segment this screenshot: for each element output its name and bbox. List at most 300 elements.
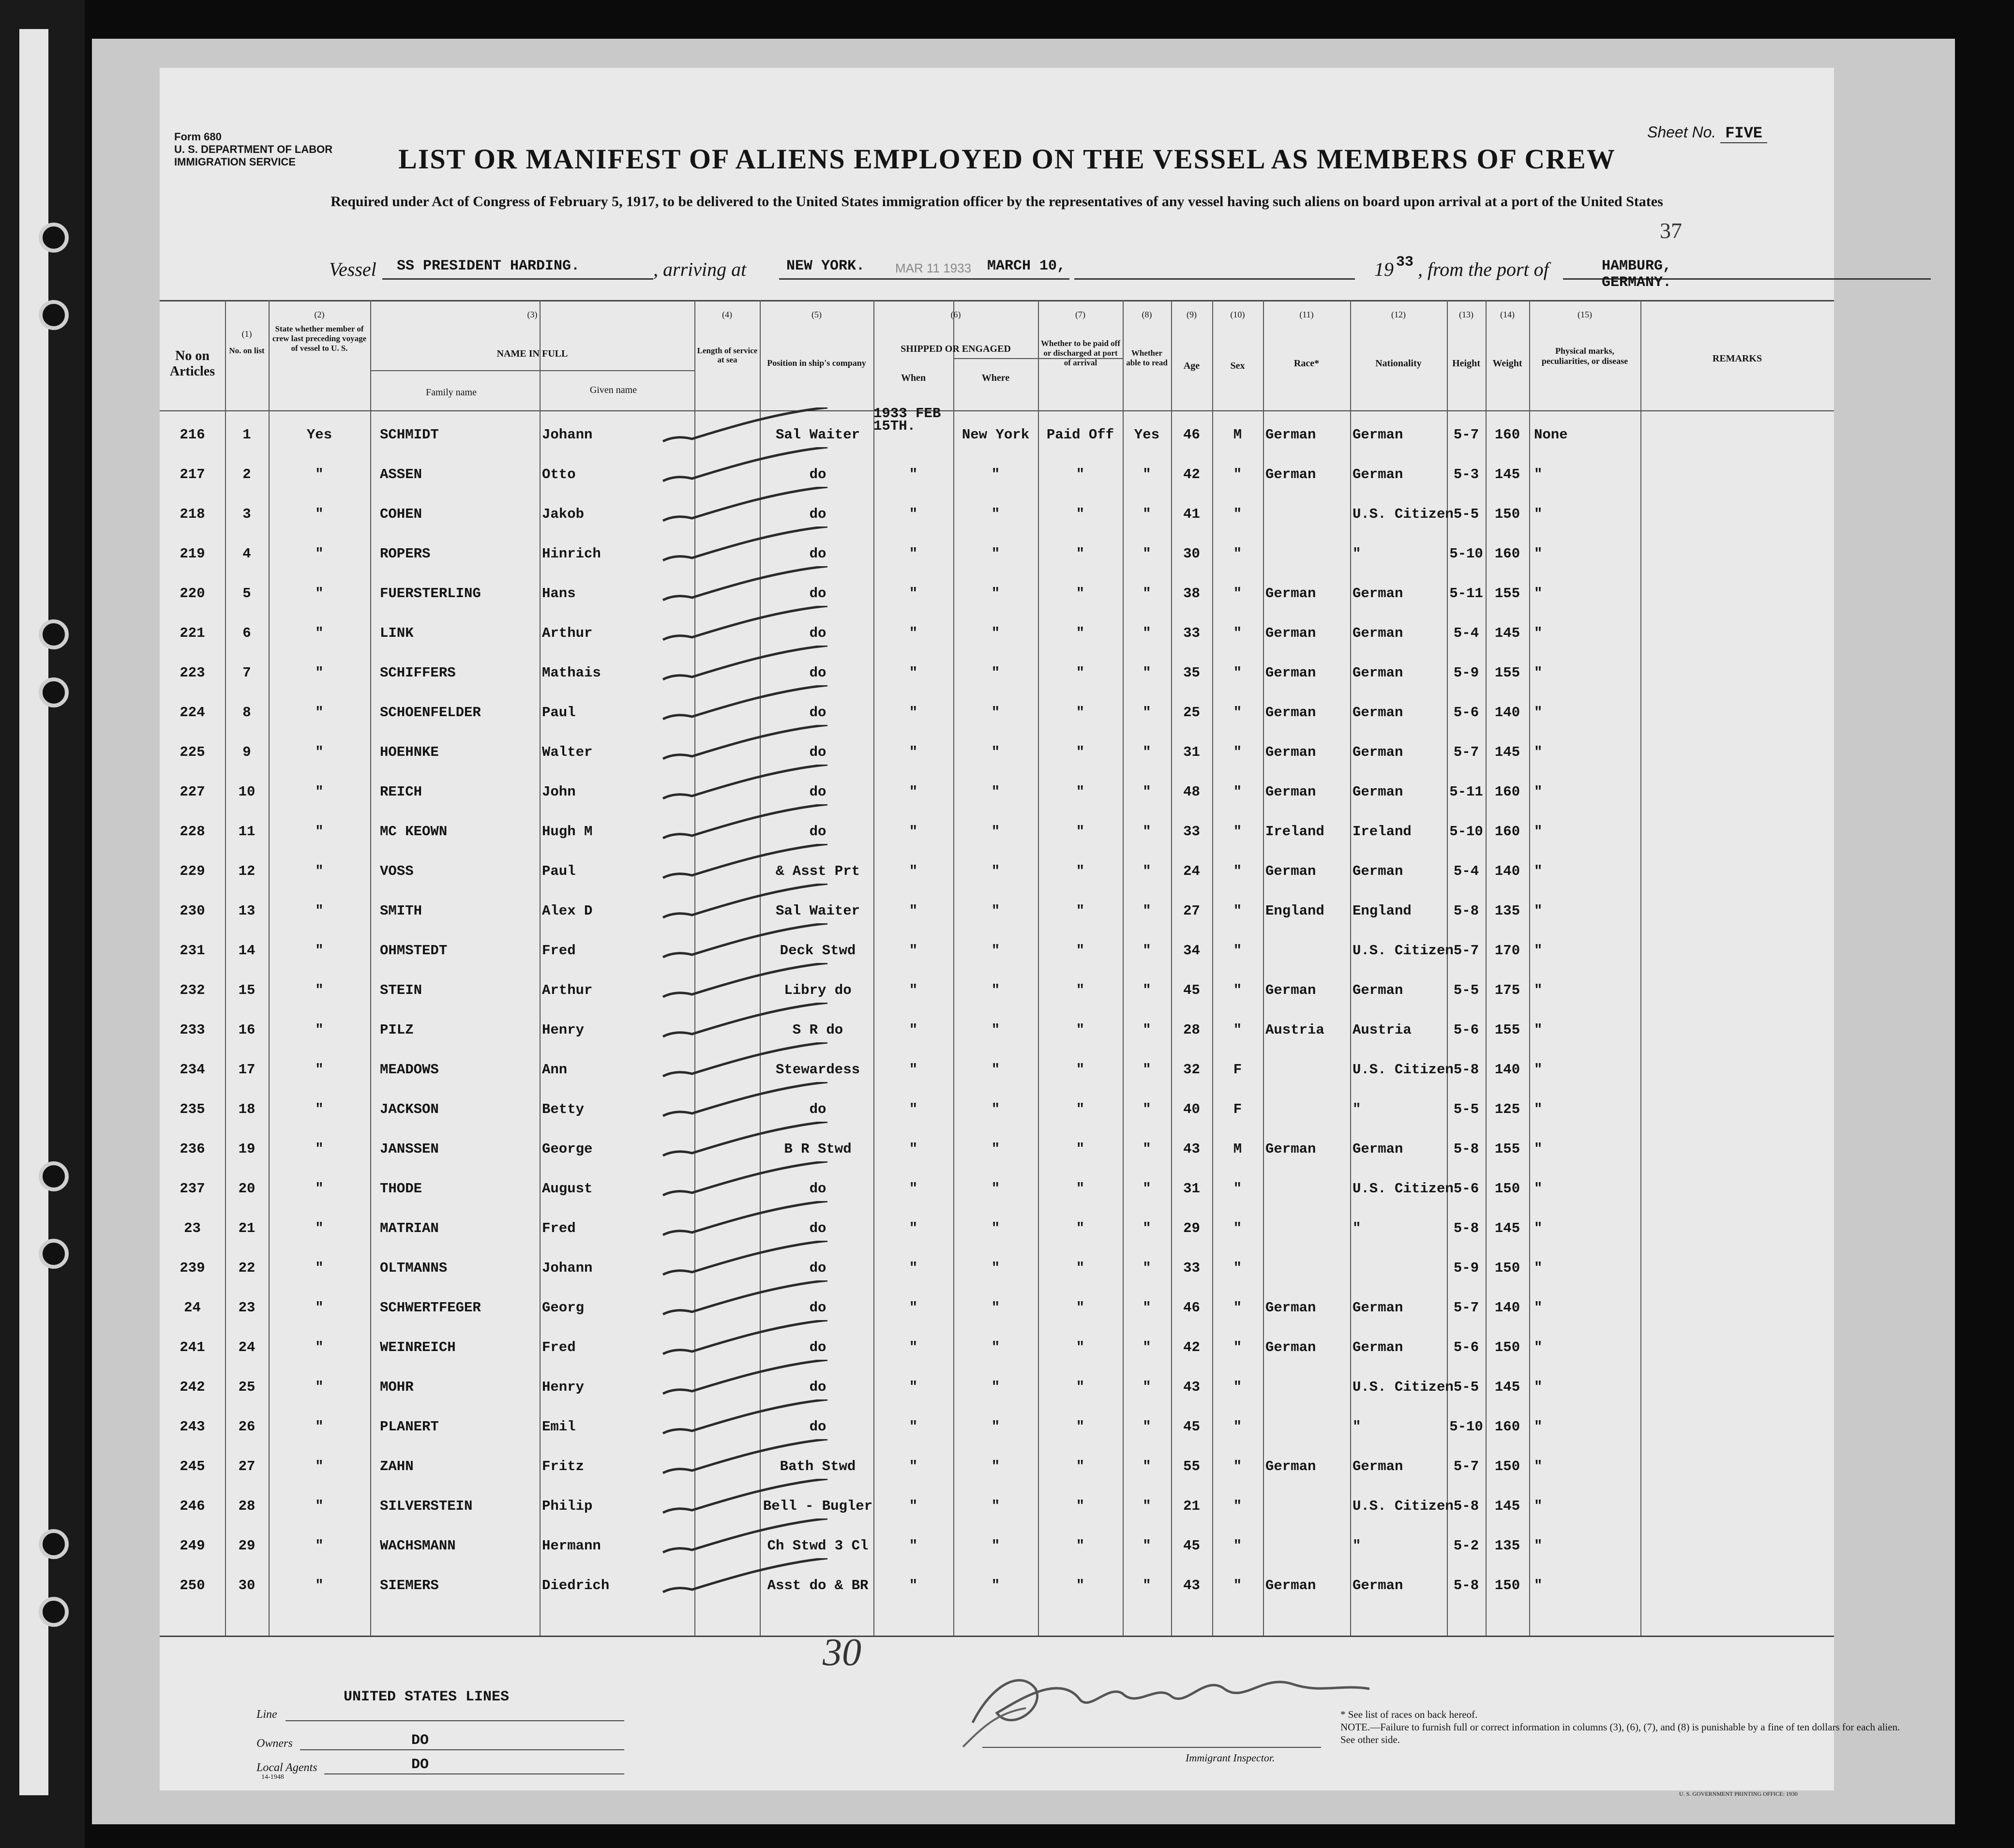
cell-sex: M (1233, 427, 1242, 443)
cell-height: 5-9 (1453, 1260, 1479, 1276)
column-number: (11) (1299, 310, 1314, 319)
cell-crew: " (315, 546, 324, 562)
header-length-service: Length of service at sea (697, 346, 758, 364)
cell-weight: 160 (1494, 824, 1520, 840)
cell-when: " (909, 863, 918, 879)
cell-marks: " (1534, 863, 1543, 879)
line-label: Line (256, 1708, 277, 1721)
cell-age: 28 (1183, 1022, 1200, 1038)
cell-weight: 145 (1494, 1220, 1520, 1236)
cell-art: 230 (180, 903, 205, 919)
cell-weight: 150 (1494, 1339, 1520, 1355)
cell-read: " (1142, 1339, 1151, 1355)
cell-marks: " (1534, 625, 1543, 641)
cell-given: John (542, 784, 576, 800)
cell-crew: " (315, 1260, 324, 1276)
cell-height: 5-10 (1449, 1419, 1483, 1435)
cell-art: 235 (180, 1101, 205, 1117)
cell-where: " (991, 943, 1000, 959)
cell-no: 28 (238, 1498, 256, 1514)
cell-height: 5-8 (1453, 1578, 1479, 1593)
cell-art: 219 (180, 546, 205, 562)
cell-position: & Asst Prt (775, 863, 860, 879)
cell-weight: 145 (1494, 1498, 1520, 1514)
cell-marks: " (1534, 1300, 1543, 1316)
cell-race: German (1265, 784, 1316, 800)
punch-hole (39, 677, 69, 707)
table-row (160, 784, 1834, 823)
signature-line (982, 1747, 1321, 1748)
cell-crew: " (315, 943, 324, 959)
cell-weight: 140 (1494, 705, 1520, 721)
cell-position: Deck Stwd (780, 943, 856, 959)
column-number: (4) (722, 310, 732, 319)
agents-rule (324, 1773, 624, 1774)
cell-no: 22 (238, 1260, 256, 1276)
cell-position: do (809, 466, 827, 482)
cell-where: " (991, 1498, 1000, 1514)
cell-marks: " (1534, 1578, 1543, 1593)
cell-where: " (991, 1300, 1000, 1316)
cell-age: 33 (1183, 824, 1200, 840)
cell-when: " (909, 943, 918, 959)
cell-where: " (991, 982, 1000, 998)
cell-crew: " (315, 1339, 324, 1355)
cell-read: " (1142, 744, 1151, 760)
cell-given: Fred (542, 1220, 576, 1236)
cell-position: do (809, 1379, 827, 1395)
printing-office: U. S. GOVERNMENT PRINTING OFFICE: 1930 (1679, 1790, 1798, 1797)
cell-nat: U.S. Citizen (1353, 506, 1454, 522)
table-row (160, 466, 1834, 505)
cell-where: " (991, 1220, 1000, 1236)
cell-race: Ireland (1265, 824, 1324, 840)
cell-race: German (1265, 863, 1316, 879)
cell-given: Fred (542, 1339, 576, 1355)
cell-age: 45 (1183, 1538, 1200, 1554)
cell-nat: U.S. Citizen (1353, 1181, 1454, 1197)
table-row (160, 1538, 1834, 1577)
cell-no: 21 (238, 1220, 256, 1236)
cell-crew: " (315, 1141, 324, 1157)
cell-no: 29 (238, 1538, 256, 1554)
cell-marks: " (1534, 1379, 1543, 1395)
cell-age: 32 (1183, 1062, 1200, 1078)
cell-nat: U.S. Citizen (1353, 1062, 1454, 1078)
cell-art: 234 (180, 1062, 205, 1078)
cell-position: do (809, 665, 827, 681)
table-row (160, 406, 1834, 466)
cell-age: 40 (1183, 1101, 1200, 1117)
cell-given: Emil (542, 1419, 576, 1435)
header-nationality: Nationality (1375, 358, 1422, 369)
cell-nat: German (1353, 1141, 1403, 1157)
header-name-in-full: NAME IN FULL (496, 348, 568, 359)
cell-marks: " (1534, 1181, 1543, 1197)
cell-age: 41 (1183, 506, 1200, 522)
cell-marks: " (1534, 1458, 1543, 1474)
cell-paid: " (1076, 1220, 1085, 1236)
cell-paid: " (1076, 1458, 1085, 1474)
rule (160, 300, 1834, 301)
owners-value: DO (411, 1732, 429, 1749)
column-number: (10) (1230, 310, 1245, 319)
cell-nat: Austria (1353, 1022, 1412, 1038)
cell-where: " (991, 1022, 1000, 1038)
cell-read: " (1142, 1419, 1151, 1435)
cell-crew: " (315, 1419, 324, 1435)
cell-race: German (1265, 982, 1316, 998)
cell-marks: " (1534, 824, 1543, 840)
cell-position: do (809, 1181, 827, 1197)
cell-family: ROPERS (380, 546, 431, 562)
arrival-port: NEW YORK. (786, 258, 865, 274)
cell-position: Stewardess (775, 1062, 860, 1078)
cell-sex: " (1233, 546, 1242, 562)
cell-weight: 175 (1494, 982, 1520, 998)
cell-family: LINK (380, 625, 414, 641)
cell-height: 5-10 (1449, 546, 1483, 562)
cell-read: " (1142, 586, 1151, 601)
cell-weight: 150 (1494, 1181, 1520, 1197)
cell-art: 245 (180, 1458, 205, 1474)
cell-position: do (809, 1339, 827, 1355)
cell-read: " (1142, 1181, 1151, 1197)
cell-height: 5-4 (1453, 625, 1479, 641)
cell-given: Betty (542, 1101, 585, 1117)
cell-position: do (809, 625, 827, 641)
underline (382, 278, 653, 280)
cell-read: " (1142, 1062, 1151, 1078)
cell-height: 5-6 (1453, 705, 1479, 721)
cell-weight: 140 (1494, 863, 1520, 879)
binder-edge (0, 0, 85, 1848)
line-value: UNITED STATES LINES (344, 1689, 510, 1705)
cell-where: " (991, 586, 1000, 601)
cell-where: " (991, 1379, 1000, 1395)
cell-marks: " (1534, 1538, 1543, 1554)
cell-family: STEIN (380, 982, 422, 998)
table-row (160, 1458, 1834, 1497)
cell-nat: German (1353, 665, 1403, 681)
cell-age: 38 (1183, 586, 1200, 601)
cell-paid: " (1076, 705, 1085, 721)
cell-nat: " (1353, 1538, 1361, 1554)
cell-when: " (909, 982, 918, 998)
cell-nat: " (1353, 1220, 1361, 1236)
header-able-read: Whether able to read (1126, 348, 1168, 367)
cell-age: 21 (1183, 1498, 1200, 1514)
cell-position: do (809, 586, 827, 601)
header-articles: No on Articles (169, 348, 215, 379)
cell-read: " (1142, 466, 1151, 482)
cell-where: " (991, 744, 1000, 760)
cell-weight: 160 (1494, 1419, 1520, 1435)
sheet-number (1647, 123, 1767, 142)
punch-hole (39, 300, 69, 330)
cell-age: 43 (1183, 1141, 1200, 1157)
cell-family: WEINREICH (380, 1339, 456, 1355)
cell-weight: 125 (1494, 1101, 1520, 1117)
cell-given: Arthur (542, 982, 593, 998)
table-row (160, 506, 1834, 545)
cell-height: 5-7 (1453, 744, 1479, 760)
cell-position: Bell - Bugler (763, 1498, 873, 1514)
cell-family: MATRIAN (380, 1220, 439, 1236)
table-row (160, 943, 1834, 981)
cell-where: " (991, 1101, 1000, 1117)
cell-art: 228 (180, 824, 205, 840)
table-row (160, 1220, 1834, 1259)
arriving-label: , arriving at (653, 258, 747, 280)
cell-height: 5-5 (1453, 1379, 1479, 1395)
cell-race: German (1265, 1339, 1316, 1355)
cell-read: " (1142, 1379, 1151, 1395)
cell-sex: " (1233, 1419, 1242, 1435)
cell-where: " (991, 625, 1000, 641)
cell-read: " (1142, 625, 1151, 641)
cell-height: 5-9 (1453, 665, 1479, 681)
agents-value: DO (411, 1757, 429, 1773)
cell-paid: " (1076, 1181, 1085, 1197)
cell-height: 5-5 (1453, 982, 1479, 998)
cell-position: do (809, 1419, 827, 1435)
cell-where: " (991, 705, 1000, 721)
cell-when: " (909, 1498, 918, 1514)
table-row (160, 863, 1834, 902)
cell-weight: 170 (1494, 943, 1520, 959)
cell-weight: 135 (1494, 903, 1520, 919)
cell-age: 33 (1183, 1260, 1200, 1276)
cell-crew: " (315, 744, 324, 760)
rule (370, 370, 694, 371)
cell-sex: " (1233, 744, 1242, 760)
cell-art: 232 (180, 982, 205, 998)
cell-read: " (1142, 1538, 1151, 1554)
table-row (160, 546, 1834, 585)
header-race: Race* (1293, 358, 1320, 369)
cell-sex: F (1233, 1101, 1242, 1117)
cell-given: Philip (542, 1498, 593, 1514)
cell-crew: " (315, 466, 324, 482)
cell-family: SIEMERS (380, 1578, 439, 1593)
cell-when: " (909, 1022, 918, 1038)
cell-when: " (909, 1260, 918, 1276)
cell-crew: " (315, 1062, 324, 1078)
cell-read: " (1142, 1260, 1151, 1276)
cell-read: " (1142, 784, 1151, 800)
cell-height: 5-7 (1453, 1300, 1479, 1316)
footnote-penalty: NOTE.—Failure to furnish full or correct information in columns (3), (6), (7), and (8) is punishable by a fine of ten dollars for each alien. See other side. (1340, 1721, 1900, 1745)
cell-marks: " (1534, 943, 1543, 959)
cell-marks: " (1534, 466, 1543, 482)
cell-height: 5-8 (1453, 1062, 1479, 1078)
cell-no: 9 (242, 744, 251, 760)
cell-no: 13 (238, 903, 256, 919)
cell-where: " (991, 824, 1000, 840)
cell-sex: " (1233, 784, 1242, 800)
cell-age: 27 (1183, 903, 1200, 919)
column-number: (2) (314, 310, 325, 319)
cell-sex: " (1233, 903, 1242, 919)
cell-family: MC KEOWN (380, 824, 448, 840)
cell-height: 5-8 (1453, 903, 1479, 919)
year: 33 (1396, 254, 1414, 270)
cell-sex: " (1233, 863, 1242, 879)
cell-age: 42 (1183, 1339, 1200, 1355)
handwritten-total: 30 (823, 1631, 861, 1674)
cell-age: 25 (1183, 705, 1200, 721)
column-number: (3) (527, 310, 538, 319)
table-row (160, 1101, 1834, 1140)
cell-art: 250 (180, 1578, 205, 1593)
cell-height: 5-11 (1449, 784, 1483, 800)
cell-paid: " (1076, 1062, 1085, 1078)
punch-hole (39, 1597, 69, 1627)
cell-race: German (1265, 586, 1316, 601)
cell-no: 7 (242, 665, 251, 681)
cell-when: " (909, 1419, 918, 1435)
cell-height: 5-7 (1453, 1458, 1479, 1474)
cell-where: " (991, 1339, 1000, 1355)
cell-family: SCHWERTFEGER (380, 1300, 481, 1316)
cell-height: 5-7 (1453, 943, 1479, 959)
cell-height: 5-8 (1453, 1220, 1479, 1236)
vessel-name: SS PRESIDENT HARDING. (397, 258, 580, 274)
cell-paid: " (1076, 1419, 1085, 1435)
cell-paid: " (1076, 1260, 1085, 1276)
cell-paid: " (1076, 1578, 1085, 1593)
cell-position: do (809, 744, 827, 760)
cell-age: 35 (1183, 665, 1200, 681)
table-row (160, 586, 1834, 624)
column-number: (14) (1500, 310, 1515, 319)
cell-height: 5-8 (1453, 1498, 1479, 1514)
cell-when: " (909, 1062, 918, 1078)
header-age: Age (1183, 361, 1200, 371)
cell-sex: " (1233, 705, 1242, 721)
cell-where: " (991, 1141, 1000, 1157)
cell-family: SILVERSTEIN (380, 1498, 473, 1514)
handwritten-number: 37 (1660, 218, 1682, 243)
table-row (160, 705, 1834, 743)
cell-read: Yes (1134, 427, 1160, 443)
cell-where: " (991, 1260, 1000, 1276)
cell-marks: " (1534, 506, 1543, 522)
cell-read: " (1142, 824, 1151, 840)
cell-height: 5-6 (1453, 1339, 1479, 1355)
header-weight: Weight (1492, 358, 1522, 369)
cell-sex: " (1233, 1498, 1242, 1514)
cell-weight: 160 (1494, 427, 1520, 443)
header-height: Height (1452, 358, 1480, 369)
cell-nat: " (1353, 1101, 1361, 1117)
agents-label: Local Agents (256, 1761, 317, 1774)
cell-weight: 135 (1494, 1538, 1520, 1554)
cell-weight: 150 (1494, 1260, 1520, 1276)
cell-paid: " (1076, 943, 1085, 959)
cell-where: " (991, 1181, 1000, 1197)
cell-weight: 145 (1494, 1379, 1520, 1395)
cell-sex: " (1233, 1339, 1242, 1355)
page-title: LIST OR MANIFEST OF ALIENS EMPLOYED ON THE VESSEL AS MEMBERS OF CREW (398, 143, 1616, 175)
cell-position: do (809, 705, 827, 721)
cell-given: Otto (542, 466, 576, 482)
cell-given: Johann (542, 1260, 593, 1276)
cell-paid: Paid Off (1046, 427, 1114, 443)
table-row (160, 1181, 1834, 1219)
cell-crew: Yes (306, 427, 332, 443)
cell-given: Paul (542, 863, 576, 879)
cell-read: " (1142, 665, 1151, 681)
cell-when: " (909, 1300, 918, 1316)
cell-paid: " (1076, 546, 1085, 562)
rule (160, 410, 1834, 411)
year-prefix: 19 (1374, 258, 1394, 280)
cell-crew: " (315, 1379, 324, 1395)
cell-when: " (909, 1458, 918, 1474)
table-row (160, 1498, 1834, 1537)
cell-paid: " (1076, 506, 1085, 522)
cell-age: 46 (1183, 1300, 1200, 1316)
header-sex: Sex (1230, 361, 1245, 371)
cell-crew: " (315, 1538, 324, 1554)
table-row (160, 824, 1834, 862)
cell-marks: " (1534, 784, 1543, 800)
cell-art: 233 (180, 1022, 205, 1038)
table-row (160, 744, 1834, 783)
cell-nat: German (1353, 705, 1403, 721)
cell-where: " (991, 863, 1000, 879)
column-number: (6) (950, 310, 961, 319)
cell-position: Sal Waiter (775, 427, 860, 443)
cell-no: 18 (238, 1101, 256, 1117)
cell-no: 24 (238, 1339, 256, 1355)
cell-when: 1933 FEB 15TH. (873, 406, 941, 434)
cell-no: 19 (238, 1141, 256, 1157)
cell-sex: " (1233, 506, 1242, 522)
cell-race: German (1265, 1458, 1316, 1474)
cell-race: German (1265, 1578, 1316, 1593)
binder-strip (19, 29, 48, 1795)
cell-given: Jakob (542, 506, 585, 522)
cell-nat: German (1353, 1578, 1403, 1593)
cell-where: New York (962, 427, 1030, 443)
cell-given: Hans (542, 586, 576, 601)
table-row (160, 1339, 1834, 1378)
cell-read: " (1142, 982, 1151, 998)
cell-position: Sal Waiter (775, 903, 860, 919)
cell-weight: 150 (1494, 1578, 1520, 1593)
cell-no: 5 (242, 586, 251, 601)
cell-height: 5-5 (1453, 506, 1479, 522)
cell-position: B R Stwd (784, 1141, 852, 1157)
cell-art: 24 (184, 1300, 201, 1316)
cell-position: do (809, 1101, 827, 1117)
column-number: (5) (812, 310, 822, 319)
cell-race: Austria (1265, 1022, 1324, 1038)
inspector-label: Immigrant Inspector. (1186, 1752, 1275, 1764)
cell-no: 2 (242, 466, 251, 482)
cell-paid: " (1076, 665, 1085, 681)
cell-no: 10 (238, 784, 256, 800)
cell-age: 42 (1183, 466, 1200, 482)
cell-where: " (991, 1062, 1000, 1078)
cell-art: 231 (180, 943, 205, 959)
cell-family: SCHMIDT (380, 427, 439, 443)
cell-sex: " (1233, 1578, 1242, 1593)
cell-sex: " (1233, 982, 1242, 998)
